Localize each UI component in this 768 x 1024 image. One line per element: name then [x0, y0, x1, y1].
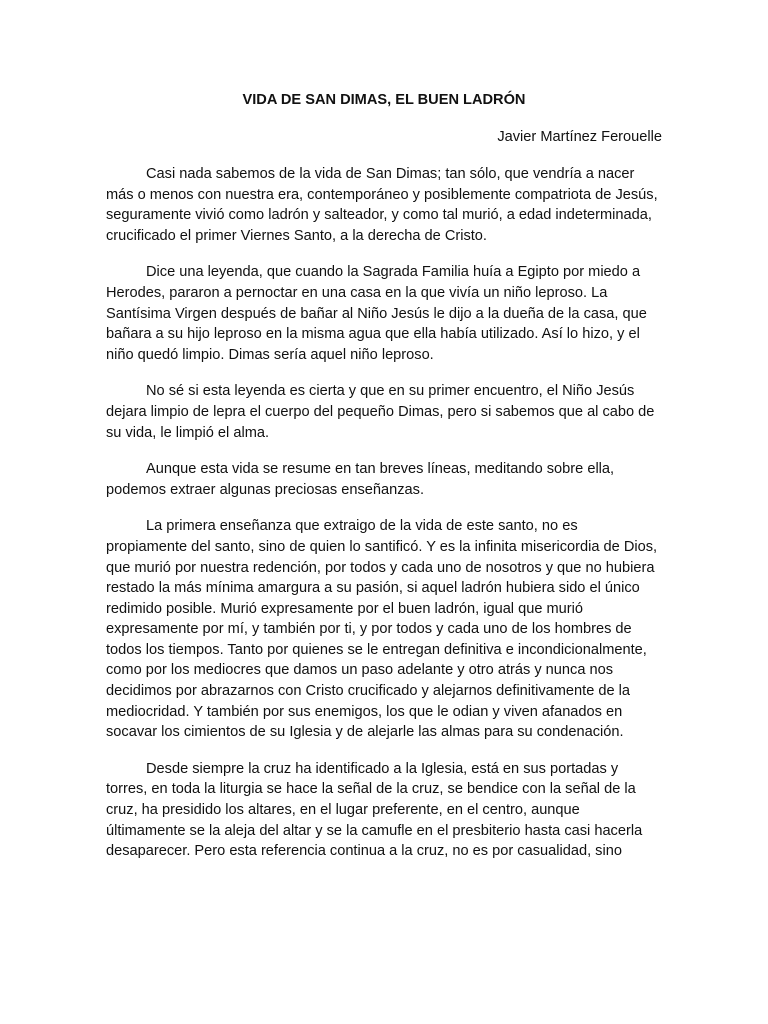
- document-author: Javier Martínez Ferouelle: [497, 129, 662, 145]
- document-title: VIDA DE SAN DIMAS, EL BUEN LADRÓN: [242, 92, 526, 108]
- paragraph-2: Dice una leyenda, que cuando la Sagrada Familia huía a Egipto por miedo a Herodes, pararon a pernoctar en una casa en la que vivía un niño leproso. La Santísima Virgen después de bañar al Niño Jesús le dijo a la dueña de la casa, que bañara a su hijo leproso en la misma agua que ella había utilizado. Así lo hizo, y el niño quedó limpio. Dimas sería aquel niño leproso.: [106, 264, 647, 363]
- paragraph-5: La primera enseñanza que extraigo de la vida de este santo, no es propiamente del santo, sino de quien lo santificó. Y es la infinita misericordia de Dios, que murió por nuestra redención, por todos y cada uno de nosotros y que no hubiera restado la más mínima amargura a su pasión, si aquel ladrón hubiera sido el único redimido posible. Murió expresamente por el buen ladrón, igual que murió expresamente por mí, y también por ti, y por todos y cada uno de los hombres de todos los tiempos. Tanto por quienes se le entregan definitiva e incondicionalmente, como por los mediocres que damos un paso adelante y otro atrás y nunca nos decidimos por abrazarnos con Cristo crucificado y alejarnos definitivamente de la mediocridad. Y también por sus enemigos, los que le odian y viven afanados en socavar los cimientos de su Iglesia y de alejarle las almas para su condenación.: [106, 518, 658, 741]
- paragraph-3: No sé si esta leyenda es cierta y que en su primer encuentro, el Niño Jesús dejara limpio de lepra el cuerpo del pequeño Dimas, pero si sabemos que al cabo de su vida, le limpió el alma.: [106, 383, 655, 441]
- document-page: [106, 86, 662, 862]
- paragraph-4: Aunque esta vida se resume en tan breves líneas, meditando sobre ella, podemos extraer algunas preciosas enseñanzas.: [106, 461, 615, 498]
- paragraph-6: Desde siempre la cruz ha identificado a la Iglesia, está en sus portadas y torres, en toda la liturgia se hace la señal de la cruz, se bendice con la señal de la cruz, ha presidido los altares, en el lugar preferente, en el centro, aunque últimamente se la aleja del altar y se la camufle en el presbiterio hasta casi hacerla desaparecer. Pero esta referencia continua a la cruz, no es por casualidad, sino: [106, 760, 643, 860]
- paragraph-1: Casi nada sabemos de la vida de San Dimas; tan sólo, que vendría a nacer más o menos con nuestra era, contemporáneo y posiblemente compatriota de Jesús, seguramente vivió como ladrón y salteador, y como tal murió, a edad indeterminada, crucificado el primer Viernes Santo, a la derecha de Cristo.: [106, 166, 658, 244]
